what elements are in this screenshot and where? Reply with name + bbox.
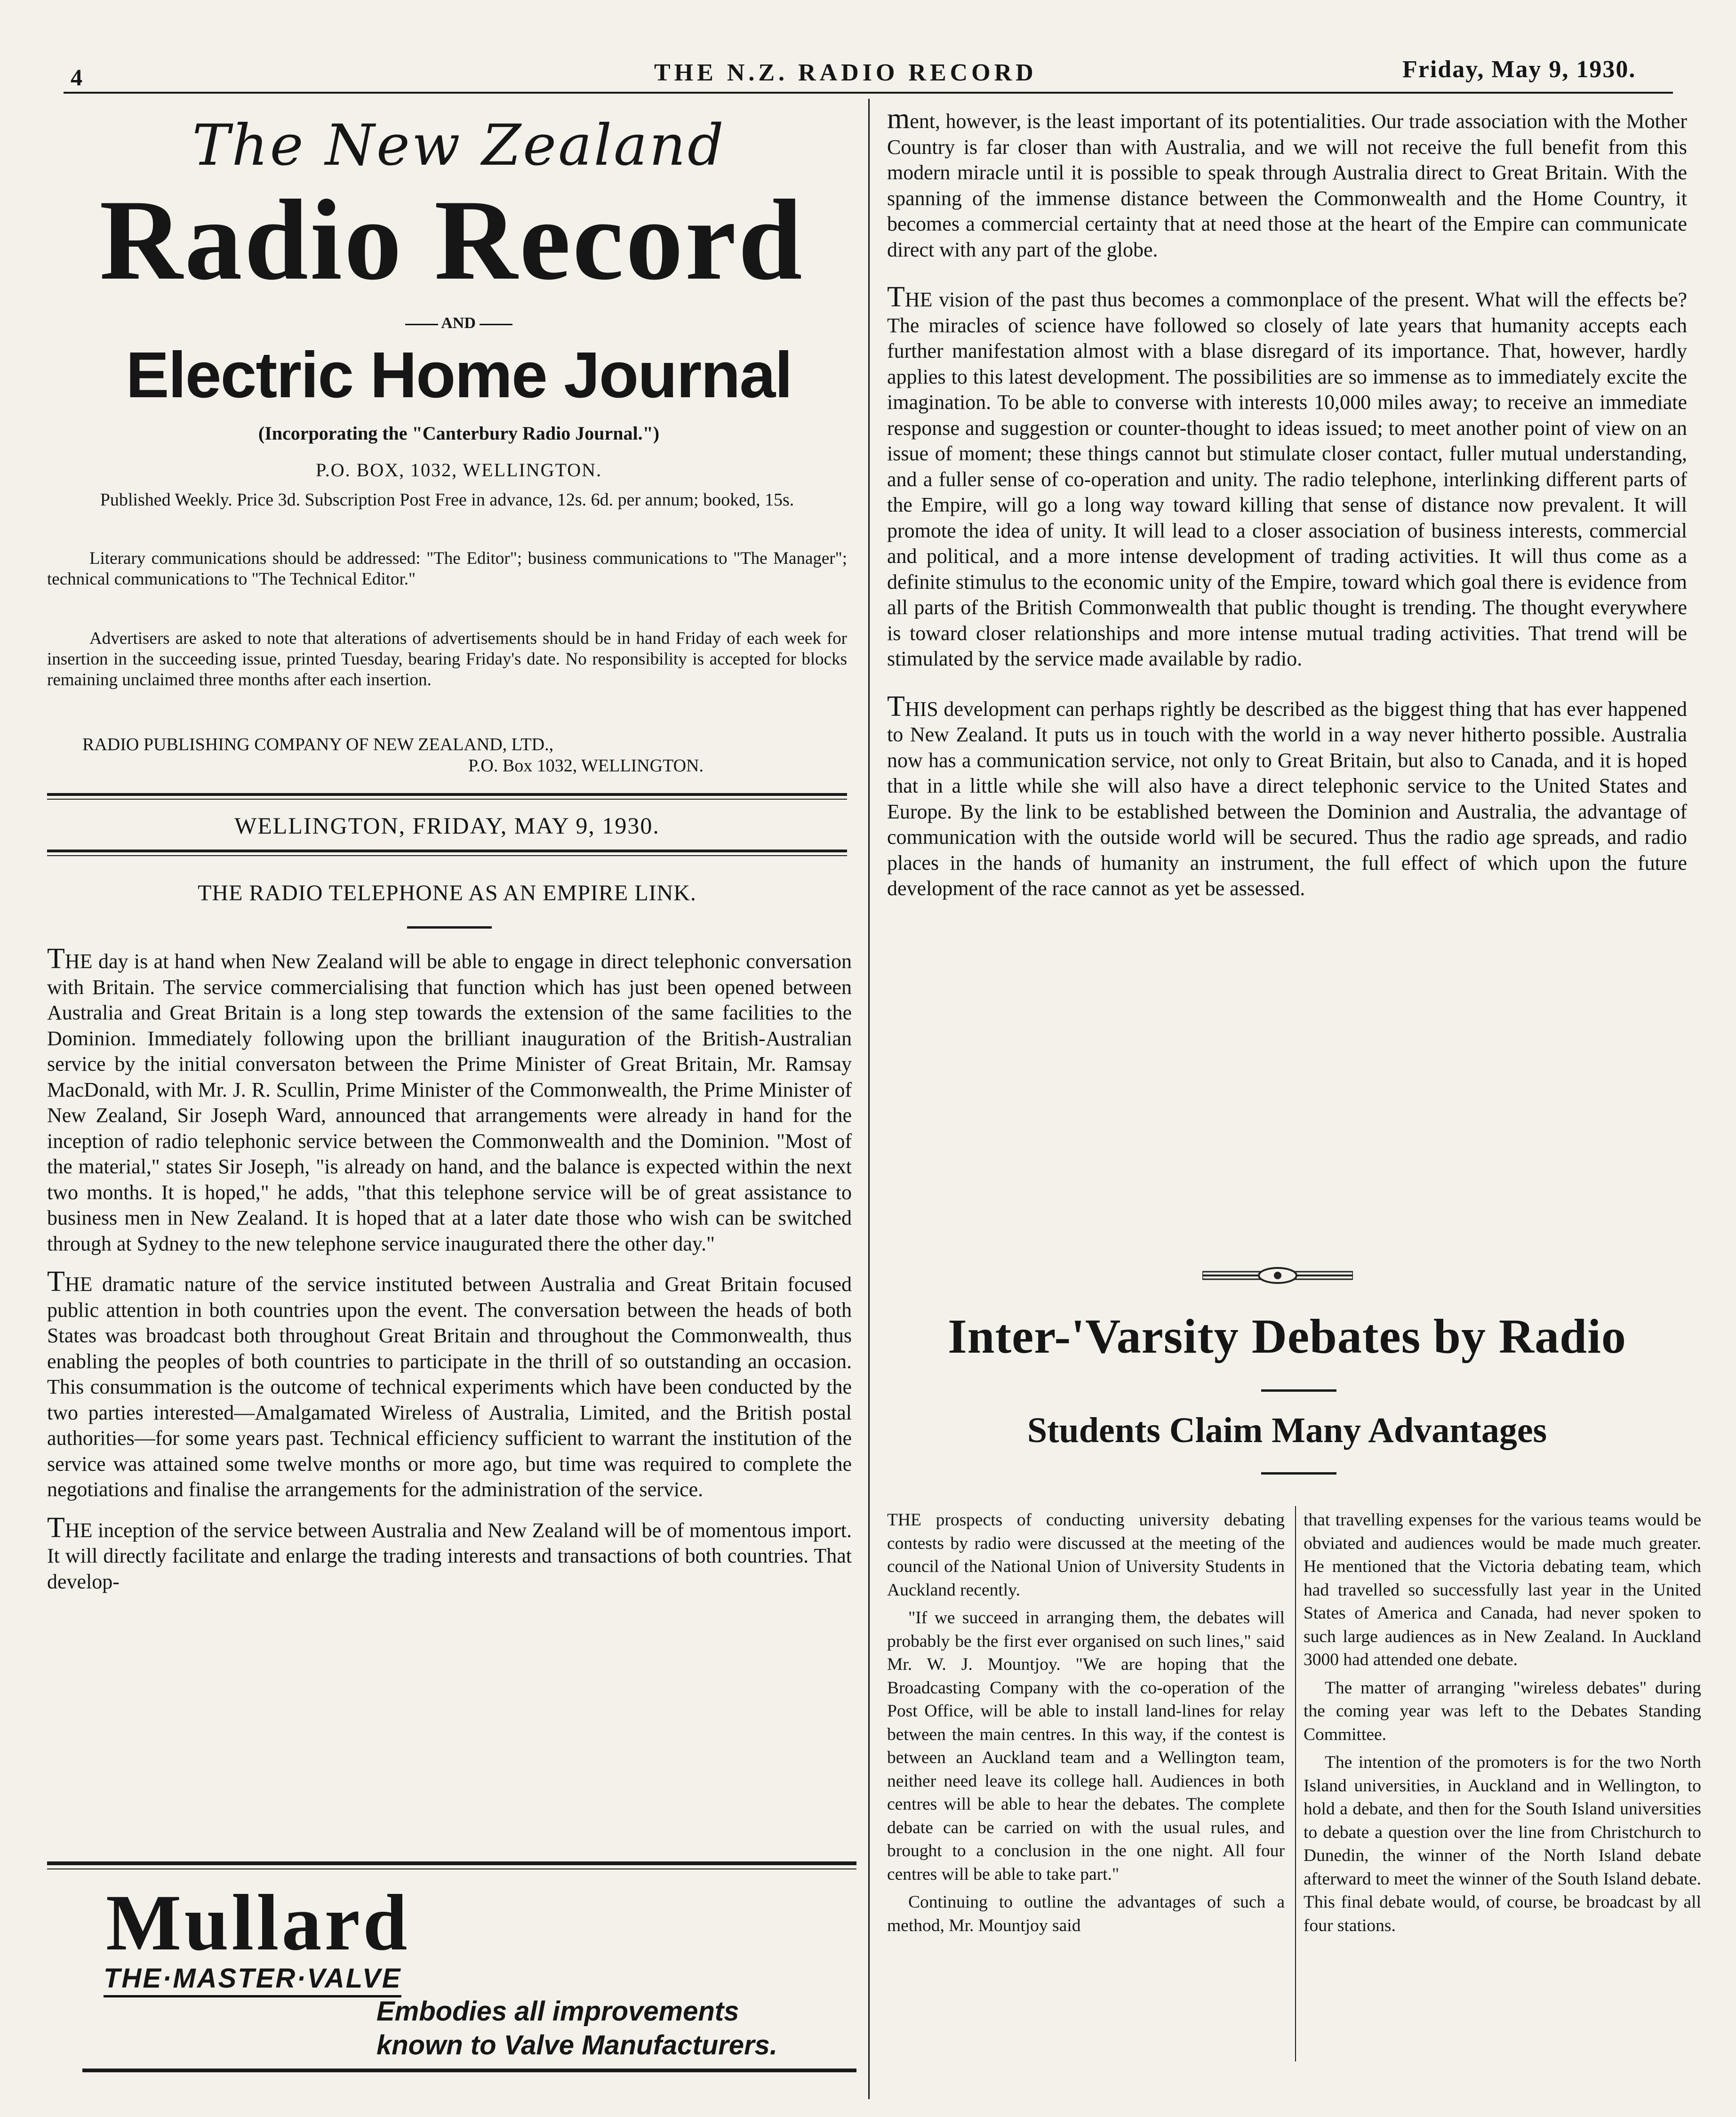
article-paragraph: "If we succeed in arranging them, the debates will probably be the first ever organised on such lines," said Mr. W. J. Mountjoy. "We are hoping that the Broadcasting Company with the co-operation of the Post Office, will be able to install land-lines for relay between the main centres. In this way, if the contest is between an Auckland team and a Wellington team, neither need leave its college hall. Audiences in both centres will be able to hear the debates. The complete debate can be carried on with the usual rules, and brought to a conclusion in the one night. All four centres will be able to take part." <box>887 1608 1285 1884</box>
editorial-paragraph: THIS development can perhaps rightly be described as the biggest thing that has ever happened to New Zealand. It puts us in touch with the world in a way never hitherto possible. Australia now has a communication service, not only to Great Britain, but also to Canada, and it is hoped that in a little while she will also have a direct telephonic service to the United States and Europe. By the link to be established between the Dominion and Australia, the advantage of communication with the outside world will be secured. Thus the radio age spreads, and radio places in the hands of humanity an instrument, the full effect of which upon the future development of the race cannot as yet be assessed. <box>887 690 1687 900</box>
advert-brand: Mullard <box>106 1878 410 1967</box>
advert-rule-top <box>47 1861 856 1865</box>
masthead-address: P.O. BOX, 1032, WELLINGTON. <box>315 459 602 481</box>
masthead-company: RADIO PUBLISHING COMPANY OF NEW ZEALAND, LTD., <box>82 735 554 754</box>
advert-slogan-1: Embodies all improvements <box>376 1996 739 2027</box>
editorial-paragraph: ment, however, is the least important of its potentialities. Our trade association with the Mother Country is far closer than with Australia, and we will not receive the full benefit from this modern miracle until it is possible to speak through Australia direct to Great Britain. With the spanning of the immense distance between the Commonwealth and the Home Country, it becomes a commercial certainty that at need those at the heart of the Empire can communicate direct with any part of the globe. <box>887 103 1687 261</box>
editorial-paragraph: THE inception of the service between Australia and New Zealand will be of momentous import. It will directly facilitate and enlarge the trading interests and transactions of both countries. That develop- <box>47 1511 852 1593</box>
masthead-company-address: P.O. Box 1032, WELLINGTON. <box>468 756 704 776</box>
editorial-paragraph: THE dramatic nature of the service instituted between Australia and Great Britain focused public attention in both countries upon the event. The conversation between the heads of both States was broadcast both throughout Great Britain and throughout the Commonwealth, thus enabling the peoples of both countries to participate in the thrill of so outstanding an occasion. This consummation is the outcome of technical experiments which have been conducted by the two parties interested—Amalgamated Wireless of Australia, Limited, and the British postal authorities—for some years past. Technical efficiency sufficient to warrant the institution of the service was attained some twelve months or more ago, but time was required to complete the negotiations and finalise the arrangements for the administration of the service. <box>47 1266 852 1501</box>
advert-slogan-2: known to Valve Manufacturers. <box>376 2030 777 2061</box>
publication-name: THE N.Z. RADIO RECORD <box>654 59 1037 86</box>
editorial-title: THE RADIO TELEPHONE AS AN EMPIRE LINK. <box>198 881 696 906</box>
advert-rule-bottom <box>82 2069 856 2072</box>
advert-rule-top2 <box>47 1868 856 1869</box>
masthead-rule-top <box>47 793 847 796</box>
masthead-subtitle: Electric Home Journal <box>126 339 792 411</box>
editorial-paragraph: THE vision of the past thus becomes a commonplace of the present. What will the effects be? The miracles of science have followed so closely of late years that humanity accepts each further manifestation almost with a blase disregard of its importance. That, however, hardly applies to this latest development. The possibilities are so immense as to immediately excite the imagination. To be able to converse with interests 10,000 miles away; to receive an immediate response and suggestion or counter-thought to ideas issued; to meet another point of view on an issue of moment; these things cannot but stimulate closer contact, fuller mutual understanding, and a fuller sense of co-operation and unity. The radio telephone, interlinking different parts of the Empire, will go a long way toward killing that sense of distance now prevalent. It will promote the idea of unity. It will lead to a closer association of business interests, commercial and political, and a more intense development of trading activities. It will thus come as a definite stimulus to the economic unity of the Empire, toward which goal there is evidence from all parts of the British Commonwealth that public thought is trending. The thought everywhere is toward closer relationships and more intense mutual trading activities. That trend will be stimulated by the service made available by radio. <box>887 281 1687 670</box>
editorial-left-column <box>47 943 852 1607</box>
article-subheadline: Students Claim Many Advantages <box>1027 1411 1547 1450</box>
masthead-advertisers: Advertisers are asked to note that alterations of advertisements should be in hand Friday of each week for insertion in the succeeding issue, printed Tuesday, bearing Friday's date. No responsibility is accepted for blocks remaining unclaimed three months after each insertion. <box>47 629 847 690</box>
article-paragraph: THE prospects of conducting university debating contests by radio were discussed at the meeting of the council of the National Union of University Students in Auckland recently. <box>887 1510 1285 1600</box>
masthead-literary: Literary communications should be addressed: "The Editor"; business communications to "The Manager"; technical communications to "The Technical Editor." <box>47 549 847 589</box>
article-paragraph: that travelling expenses for the various teams would be obviated and audiences would be made much greater. He mentioned that the Victoria debating team, which had travelled so successfully last year in the United States of America and Canada, had never spoken to such large audiences as in New Zealand. In Auckland 3000 had attended one debate. <box>1304 1510 1701 1669</box>
article-column-2 <box>1304 1508 1701 1942</box>
subheadline-rule <box>1261 1472 1336 1475</box>
article-headline: Inter-'Varsity Debates by Radio <box>948 1309 1626 1363</box>
dateline-rule <box>47 850 847 852</box>
masthead-incorporating: (Incorporating the "Canterbury Radio Journal.") <box>258 423 660 444</box>
editorial-title-rule <box>407 926 492 929</box>
editorial-paragraph: THE day is at hand when New Zealand will be able to engage in direct telephonic conversation with Britain. The service commercialising that function which has just been opened between Australia and Great Britain is a long step towards the extension of the same facilities to the Dominion. Immediately following upon the brilliant inauguration of the British-Australian service by the initial conversaton between the Prime Minister of Great Britain, Mr. Ramsay MacDonald, with Mr. J. R. Scullin, Prime Minister of the Commonwealth, the Prime Minister of New Zealand, Sir Joseph Ward, announced that arrangements were already in hand for the inception of radio telephonic service between the Commonwealth and the Dominion. "Most of the material," states Sir Joseph, "is already on hand, and the balance is expected within the next two months. It is hoped," he adds, "that this telephone service will be of great assistance to business men in New Zealand. It is hoped that at a later date those who wish can be switched through at Sydney to the new telephone service inaugurated there the other day." <box>47 943 852 1255</box>
masthead-published: Published Weekly. Price 3d. Subscription Post Free in advance, 12s. 6d. per annum; booked, 15s. <box>100 490 794 510</box>
page-number: 4 <box>71 64 86 90</box>
masthead-rule-top2 <box>47 799 847 800</box>
article-column-1 <box>887 1508 1285 1942</box>
headline-rule <box>1261 1389 1336 1392</box>
masthead-title: Radio Record <box>99 176 804 304</box>
masthead-and: AND <box>66 314 852 332</box>
article-paragraph: The intention of the promoters is for the two North Island universities, in Auckland and in Wellington, to hold a debate, and then for the South Island universities to debate a question over the line from Christchurch to Dunedin, the winner of the North Island debate afterward to meet the winner of the South Island debate. This final debate would, of course, be broadcast by all four stations. <box>1304 1753 1701 1935</box>
editorial-right-column <box>887 103 1687 914</box>
column-divider <box>868 99 870 2099</box>
issue-date: Friday, May 9, 1930. <box>1402 56 1636 83</box>
header-rule <box>64 92 1673 94</box>
ornament-divider <box>1202 1266 1353 1285</box>
advert-tagline: THE·MASTER·VALVE <box>104 1963 401 1997</box>
dateline: WELLINGTON, FRIDAY, MAY 9, 1930. <box>234 812 660 839</box>
article-paragraph: The matter of arranging "wireless debates" during the coming year was left to the Debates Standing Committee. <box>1304 1678 1701 1744</box>
dateline-rule2 <box>47 855 847 856</box>
article-paragraph: Continuing to outline the advantages of such a method, Mr. Mountjoy said <box>887 1892 1285 1935</box>
article-column-divider <box>1295 1506 1296 2061</box>
masthead-line1: The New Zealand <box>192 113 726 178</box>
